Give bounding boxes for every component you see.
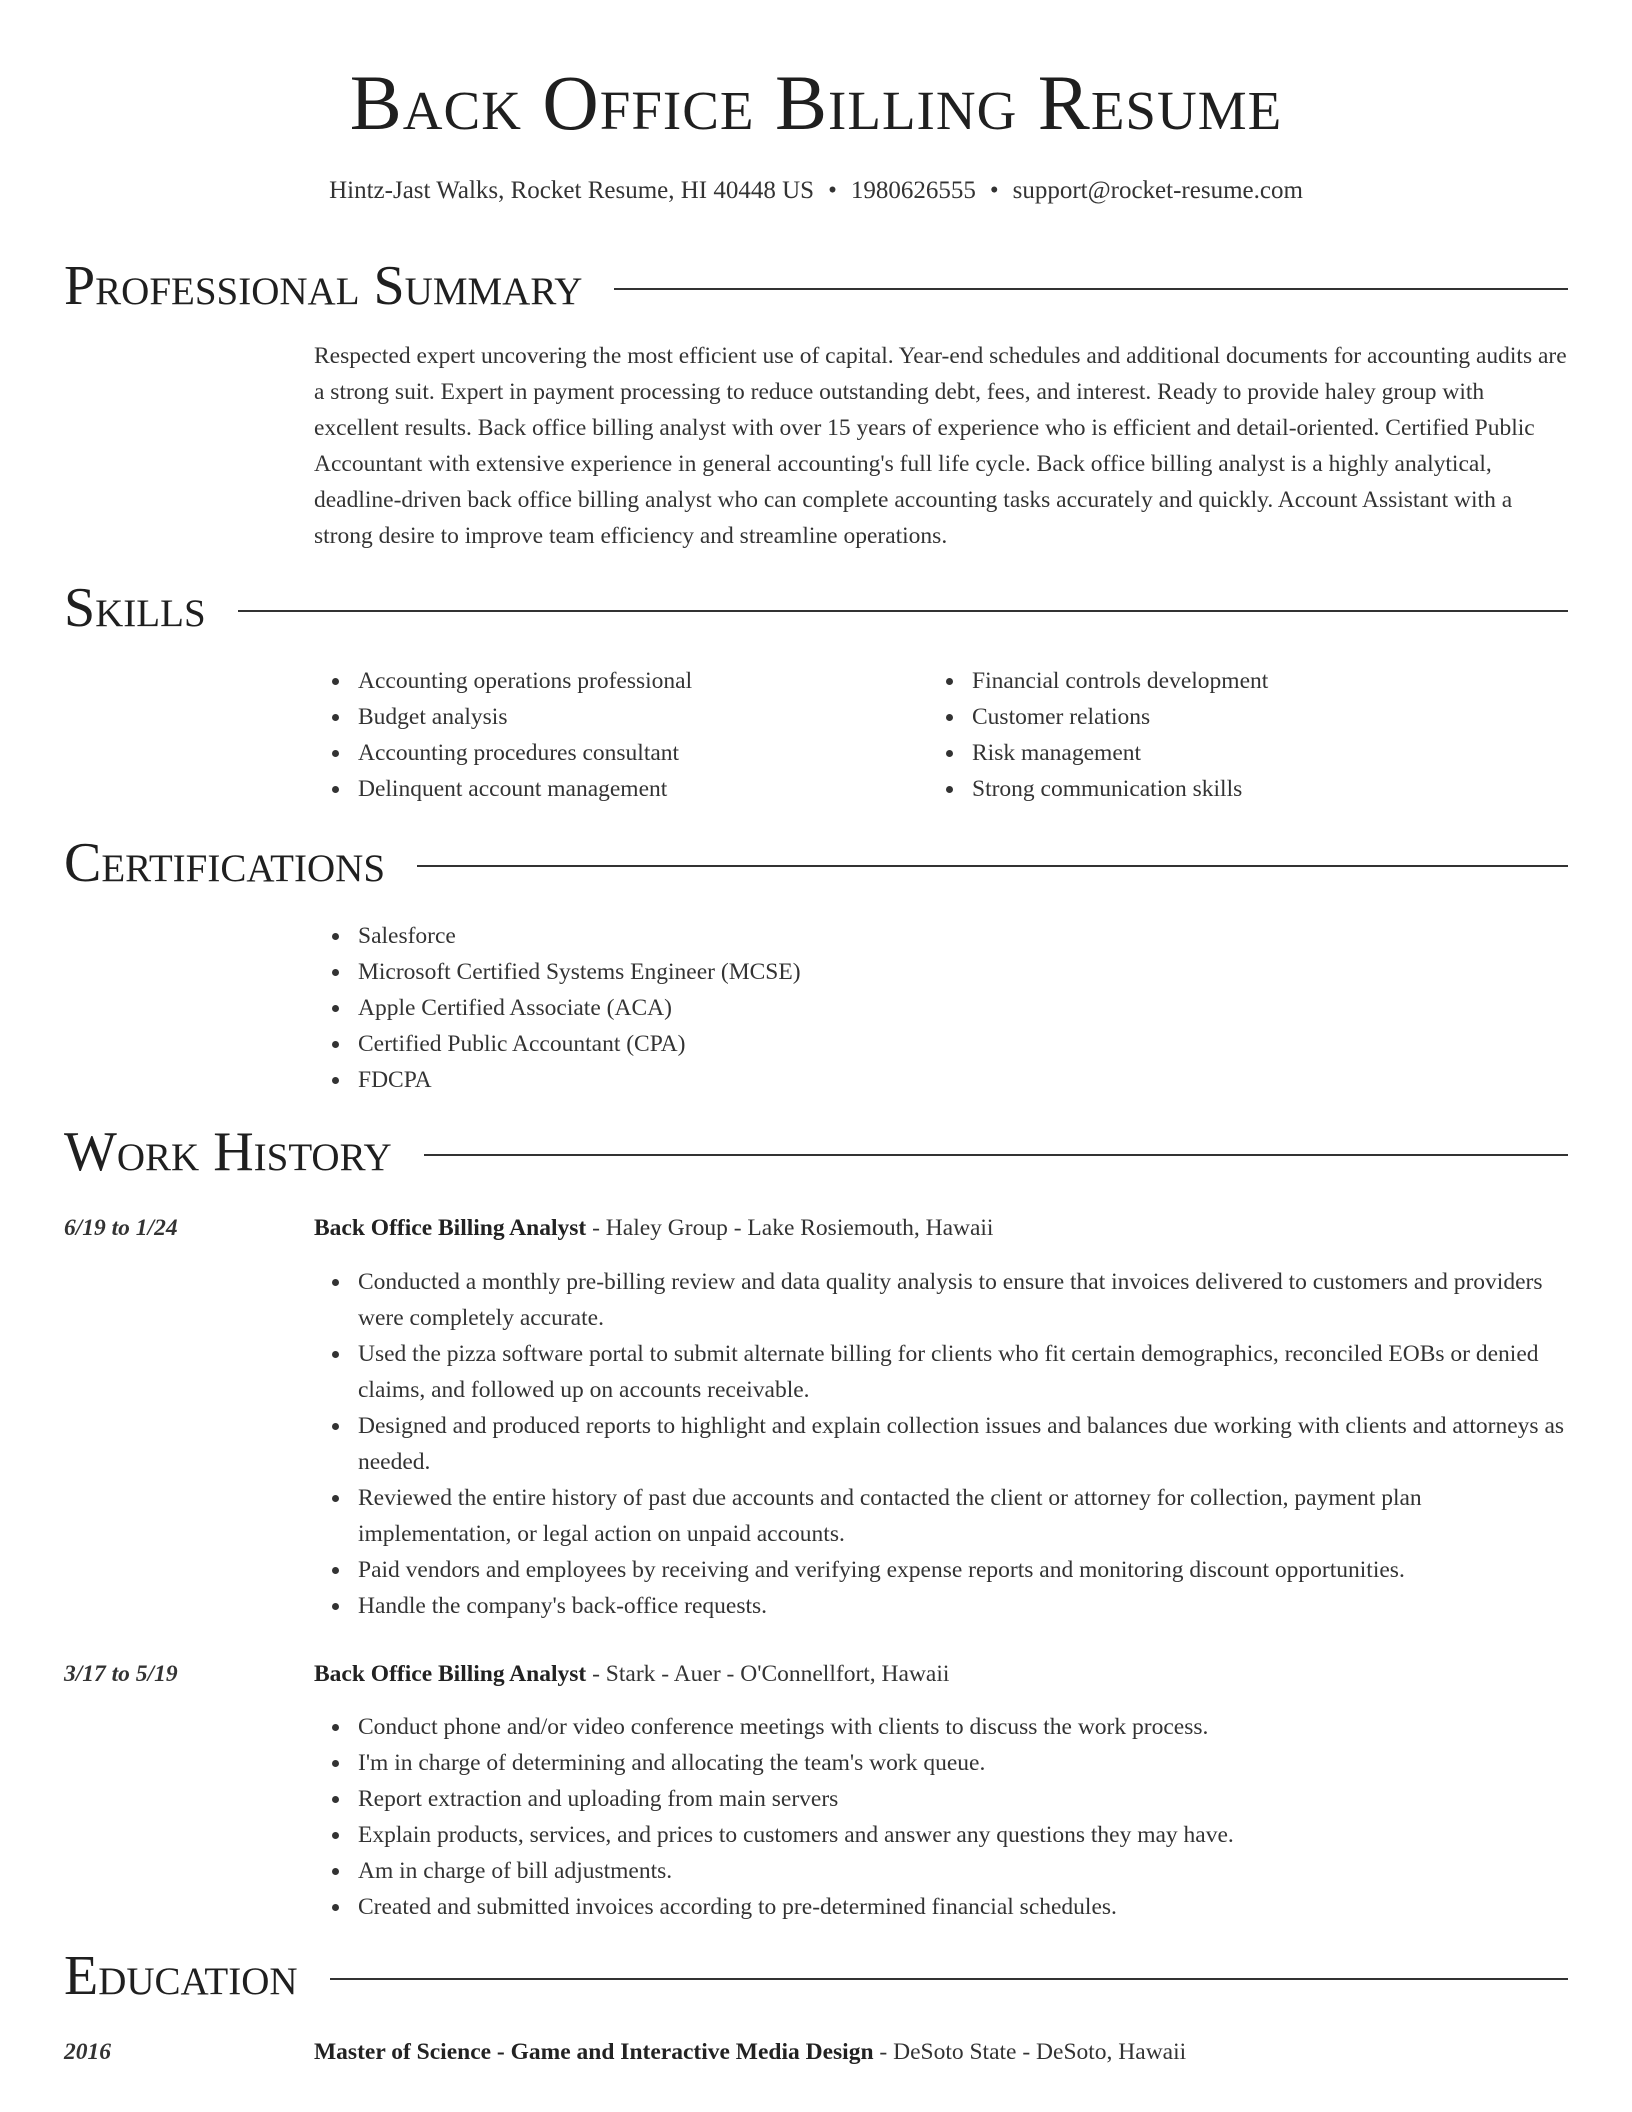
certification-item: Certified Public Accountant (CPA) (314, 1026, 801, 1062)
skills-section-header (64, 576, 1568, 640)
job-duty: Explain products, services, and prices to customers and answer any questions they may have. (314, 1817, 1568, 1853)
job-duty: Created and submitted invoices according to pre-determined financial schedules. (314, 1889, 1568, 1925)
section-divider (424, 1154, 1568, 1156)
summary-text: Respected expert uncovering the most efficient use of capital. Year-end schedules and additional documents for accounting audits are a strong suit. Expert in payment processing to reduce outstanding debt, fees, and interest. Ready to provide haley group with excellent results. Back office billing analyst with over 15 years of experience who is efficient and detail-oriented. Certified Public Accountant with extensive experience in general accounting's full life cycle. Back office billing analyst is a highly analytical, deadline-driven back office billing analyst who can complete accounting tasks accurately and quickly. Account Assistant with a strong desire to improve team efficiency and streamline operations. (314, 343, 1567, 549)
skill-item: Customer relations (928, 699, 1268, 735)
skill-item: Risk management (928, 735, 1268, 771)
education-section-header (64, 1944, 1568, 2008)
job-employer: - Haley Group - Lake Rosiemouth, Hawaii (586, 1215, 994, 1241)
job-heading (314, 1210, 1568, 1246)
job-duty: Reviewed the entire history of past due accounts and contacted the client or attorney for collection, payment plan implementation, or legal action on unpaid accounts. (314, 1480, 1568, 1552)
certification-item: Microsoft Certified Systems Engineer (MCSE) (314, 954, 801, 990)
education-heading-line (314, 2034, 1568, 2070)
section-divider (330, 1978, 1568, 1980)
job-duty: Designed and produced reports to highlight and explain collection issues and balances due working with clients and attorneys as needed. (314, 1408, 1568, 1480)
resume-title: Back Office Billing Resume (349, 59, 1283, 146)
skill-item: Accounting operations professional (314, 663, 692, 699)
certifications-section-header (64, 831, 1568, 895)
certification-item: Apple Certified Associate (ACA) (314, 990, 801, 1026)
work-history-heading: Work History (64, 1121, 392, 1183)
job-duty: Paid vendors and employees by receiving and verifying expense reports and monitoring discount opportunities. (314, 1552, 1568, 1588)
job-duty: Used the pizza software portal to submit alternate billing for clients who fit certain demographics, reconciled EOBs or denied claims, and followed up on accounts receivable. (314, 1336, 1568, 1408)
certification-item: Salesforce (314, 918, 801, 954)
contact-email: support@rocket-resume.com (1012, 177, 1303, 204)
section-divider (238, 610, 1568, 612)
certifications-heading: Certifications (64, 832, 386, 894)
job-dates: 3/17 to 5/19 (64, 1661, 178, 1687)
job-title: Back Office Billing Analyst (314, 1661, 587, 1687)
education-year: 2016 (64, 2039, 111, 2065)
summary-heading: Professional Summary (64, 255, 583, 317)
contact-separator: • (828, 177, 837, 204)
skills-heading: Skills (64, 577, 206, 639)
job-dates: 6/19 to 1/24 (64, 1215, 178, 1241)
section-divider (614, 288, 1568, 290)
contact-address: Hintz-Jast Walks, Rocket Resume, HI 40448 US (329, 177, 815, 204)
section-divider (417, 865, 1568, 867)
skills-list-left (314, 663, 692, 807)
skill-item: Accounting procedures consultant (314, 735, 692, 771)
job-duty: Report extraction and uploading from main servers (314, 1781, 1568, 1817)
job-duties-list (314, 1264, 1568, 1624)
job-duties-list (314, 1709, 1568, 1925)
contact-phone: 1980626555 (850, 177, 976, 204)
summary-section-header (64, 254, 1568, 318)
skill-item: Financial controls development (928, 663, 1268, 699)
work-history-section-header (64, 1120, 1568, 1184)
contact-separator: • (989, 177, 999, 204)
education-degree: Master of Science - Game and Interactive Media Design (314, 2039, 874, 2065)
education-school: - DeSoto State - DeSoto, Hawaii (873, 2039, 1187, 2065)
job-duty: Conducted a monthly pre-billing review and data quality analysis to ensure that invoices delivered to customers and providers were completely accurate. (314, 1264, 1568, 1336)
skill-item: Budget analysis (314, 699, 692, 735)
job-employer: - Stark - Auer - O'Connellfort, Hawaii (586, 1661, 950, 1687)
skill-item: Delinquent account management (314, 771, 692, 807)
job-heading (314, 1656, 1568, 1692)
skills-list-right (928, 663, 1268, 807)
skill-item: Strong communication skills (928, 771, 1268, 807)
job-duty: Handle the company's back-office requests. (314, 1588, 1568, 1624)
job-duty: Conduct phone and/or video conference meetings with clients to discuss the work process. (314, 1709, 1568, 1745)
certifications-list (314, 918, 801, 1098)
certification-item: FDCPA (314, 1062, 801, 1098)
education-heading: Education (64, 1945, 298, 2007)
contact-line (64, 176, 1568, 206)
job-duty: I'm in charge of determining and allocating the team's work queue. (314, 1745, 1568, 1781)
job-title: Back Office Billing Analyst (314, 1215, 587, 1241)
job-duty: Am in charge of bill adjustments. (314, 1853, 1568, 1889)
